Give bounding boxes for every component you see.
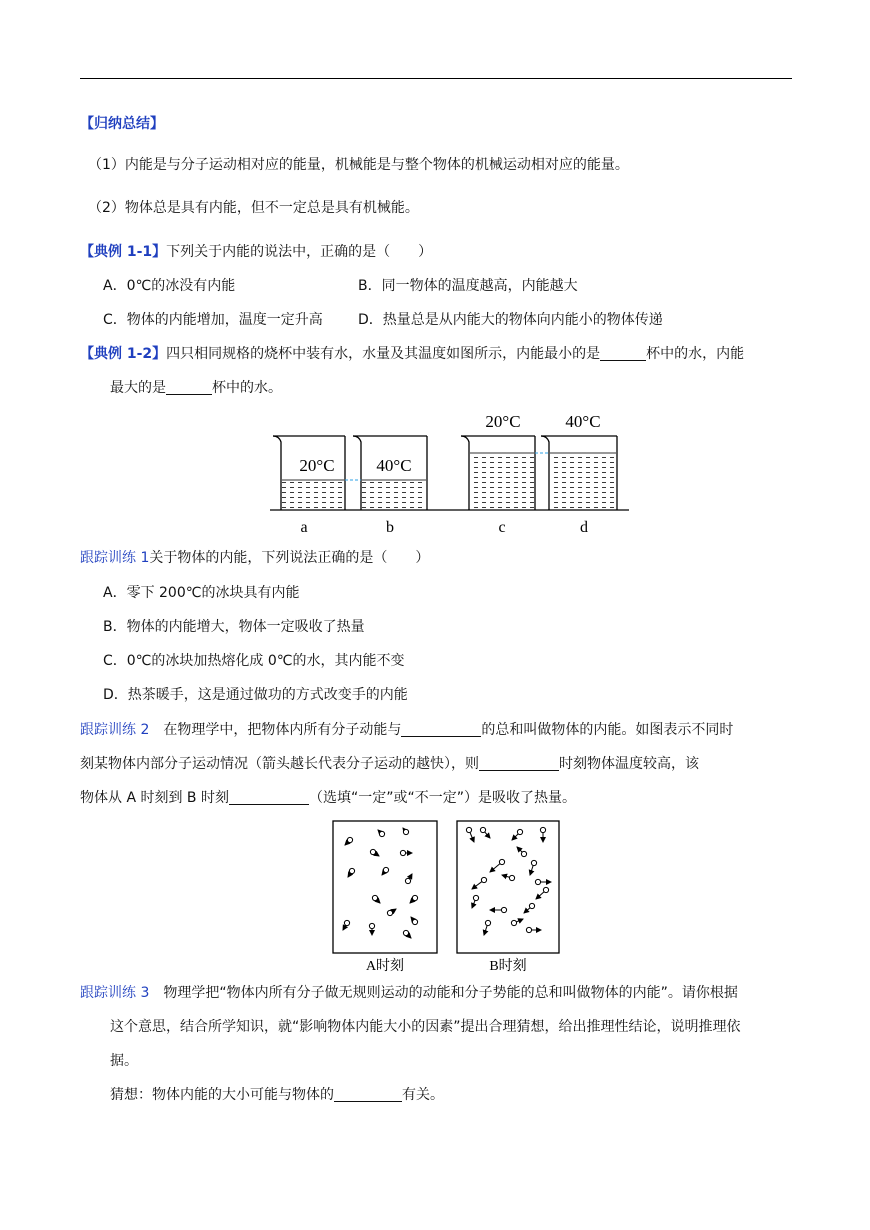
answer-blank-2 <box>166 379 212 395</box>
beaker-label-d: d <box>580 519 588 536</box>
training-3-tag: 跟踪训练 3 <box>80 985 150 1001</box>
beaker-label-c: c <box>498 519 506 536</box>
example-1-1-option-d: D．热量总是从内能大的物体向内能小的物体传递 <box>358 312 663 328</box>
water-c <box>470 453 534 509</box>
molecule-b <box>535 879 551 884</box>
training-3-guess-a: 猜想：物体内能的大小可能与物体的 <box>110 1087 334 1103</box>
box-b <box>457 821 559 953</box>
example-1-2-tag: 【典例 1-2】 <box>80 346 167 362</box>
training-1-option-a: A．零下 200℃的冰块具有内能 <box>103 585 300 601</box>
training-1-stem: 关于物体的内能，下列说法正确的是（ ） <box>149 550 430 566</box>
example-1-1-option-c: C．物体的内能增加，温度一定升高 <box>103 312 323 328</box>
training-2-line3 <box>80 788 576 808</box>
molecule-a <box>400 850 412 855</box>
molecule-b <box>480 827 490 838</box>
training-1 <box>80 548 429 568</box>
molecule-b <box>484 920 491 935</box>
training-1-option-b: B．物体的内能增大，物体一定吸收了热量 <box>103 619 365 635</box>
molecule-b <box>530 860 537 875</box>
answer-blank-4 <box>479 755 559 771</box>
molecule-b <box>466 827 474 842</box>
molecule-a <box>382 867 389 875</box>
training-1-tag: 跟踪训练 1 <box>80 550 150 566</box>
example-1-1-option-a: A．0℃的冰没有内能 <box>103 278 236 294</box>
molecule-a <box>411 917 418 925</box>
molecule-b <box>490 859 505 872</box>
water-a <box>282 480 344 509</box>
beakers-figure <box>265 405 635 540</box>
temp-label-c: 20°C <box>485 412 521 431</box>
molecule-b <box>540 827 545 842</box>
molecule-b <box>511 919 523 926</box>
molecule-a <box>403 828 409 835</box>
temp-label-b: 40°C <box>376 456 412 475</box>
molecule-a <box>405 874 412 884</box>
training-2-line1 <box>80 720 733 740</box>
answer-blank-6 <box>334 1086 402 1102</box>
molecule-b <box>502 875 515 881</box>
summary-point-2: （2）物体总是具有内能，但不一定总是具有机械能。 <box>88 200 419 216</box>
training-2-text-3a: 物体从 A 时刻到 B 时刻 <box>80 790 229 806</box>
water-b <box>362 480 426 509</box>
header-rule <box>80 78 792 79</box>
temp-label-a: 20°C <box>299 456 335 475</box>
molecule-a <box>370 849 379 856</box>
molecule-b <box>490 907 507 912</box>
molecule-a <box>348 868 355 877</box>
training-2-text-1a: 在物理学中，把物体内所有分子动能与 <box>163 722 402 738</box>
training-2-text-3b: （选填“一定”或“不一定”）是吸收了热量。 <box>308 790 576 806</box>
molecule-a <box>387 909 396 916</box>
answer-blank-3 <box>401 721 481 737</box>
molecule-a <box>403 930 411 938</box>
training-2-line2 <box>80 754 699 774</box>
beaker-label-b: b <box>386 519 394 536</box>
water-d <box>550 453 616 509</box>
molecule-b <box>536 887 549 899</box>
example-1-1-tag: 【典例 1-1】 <box>80 244 167 260</box>
example-1-2-stem-a: 四只相同规格的烧杯中装有水，水量及其温度如图所示，内能最小的是 <box>166 346 601 362</box>
training-3-text-1: 物理学把“物体内所有分子做无规则运动的动能和分子势能的总和叫做物体的内能”。请你根据 <box>163 985 738 1001</box>
molecule-b <box>517 847 527 857</box>
molecules-b <box>466 827 551 935</box>
example-1-2-stem-c: 最大的是 <box>110 380 166 396</box>
training-2-text-1b: 的总和叫做物体的内能。如图表示不同时 <box>481 722 734 738</box>
molecule-a <box>369 923 374 935</box>
molecules-figure <box>330 818 565 976</box>
molecules-a <box>343 828 418 938</box>
training-3-line2: 这个意思，结合所学知识，就“影响物体内能大小的因素”提出合理猜想，给出推理性结论，说明推理依 <box>110 1019 741 1035</box>
summary-point-1: （1）内能是与分子运动相对应的能量，机械能是与整个物体的机械运动相对应的能量。 <box>88 157 629 173</box>
training-3-guess <box>110 1085 444 1105</box>
temp-label-d: 40°C <box>565 412 601 431</box>
molecule-a <box>345 837 353 845</box>
example-1-2-stem-d: 杯中的水。 <box>212 380 282 396</box>
example-1-1-stem: 下列关于内能的说法中，正确的是（ ） <box>166 244 433 260</box>
example-1-2-line2 <box>110 378 282 398</box>
training-3-line3: 据。 <box>110 1053 138 1069</box>
molecule-b <box>472 877 487 889</box>
molecule-b <box>524 903 535 913</box>
molecule-a <box>372 895 380 903</box>
example-1-1 <box>80 242 432 262</box>
molecule-a <box>410 895 418 903</box>
training-1-option-d: D．热茶暖手，这是通过做功的方式改变手的内能 <box>103 687 408 703</box>
training-2-tag: 跟踪训练 2 <box>80 722 150 738</box>
molecule-a <box>343 920 350 930</box>
training-3-guess-b: 有关。 <box>402 1087 444 1103</box>
training-2-text-2a: 刻某物体内部分子运动情况（箭头越长代表分子运动的越快），则 <box>80 756 479 772</box>
example-1-2-stem-b: 杯中的水，内能 <box>646 346 745 362</box>
summary-heading: 【归纳总结】 <box>80 116 164 132</box>
beaker-c <box>461 436 535 510</box>
molecule-b <box>472 895 479 908</box>
caption-a-time: A时刻 <box>365 959 405 974</box>
beaker-d <box>541 436 617 510</box>
caption-b-time: B时刻 <box>489 959 527 974</box>
answer-blank-1 <box>600 345 646 361</box>
answer-blank-5 <box>229 789 309 805</box>
molecule-b <box>526 927 541 932</box>
example-1-1-option-b: B．同一物体的温度越高，内能越大 <box>358 278 578 294</box>
molecule-a <box>378 830 385 837</box>
beaker-label-a: a <box>300 519 308 536</box>
example-1-2 <box>80 344 744 364</box>
molecule-b <box>512 829 523 840</box>
training-2-text-2b: 时刻物体温度较高，该 <box>559 756 699 772</box>
training-1-option-c: C．0℃的冰块加热熔化成 0℃的水，其内能不变 <box>103 653 405 669</box>
training-3-line1 <box>80 983 738 1003</box>
